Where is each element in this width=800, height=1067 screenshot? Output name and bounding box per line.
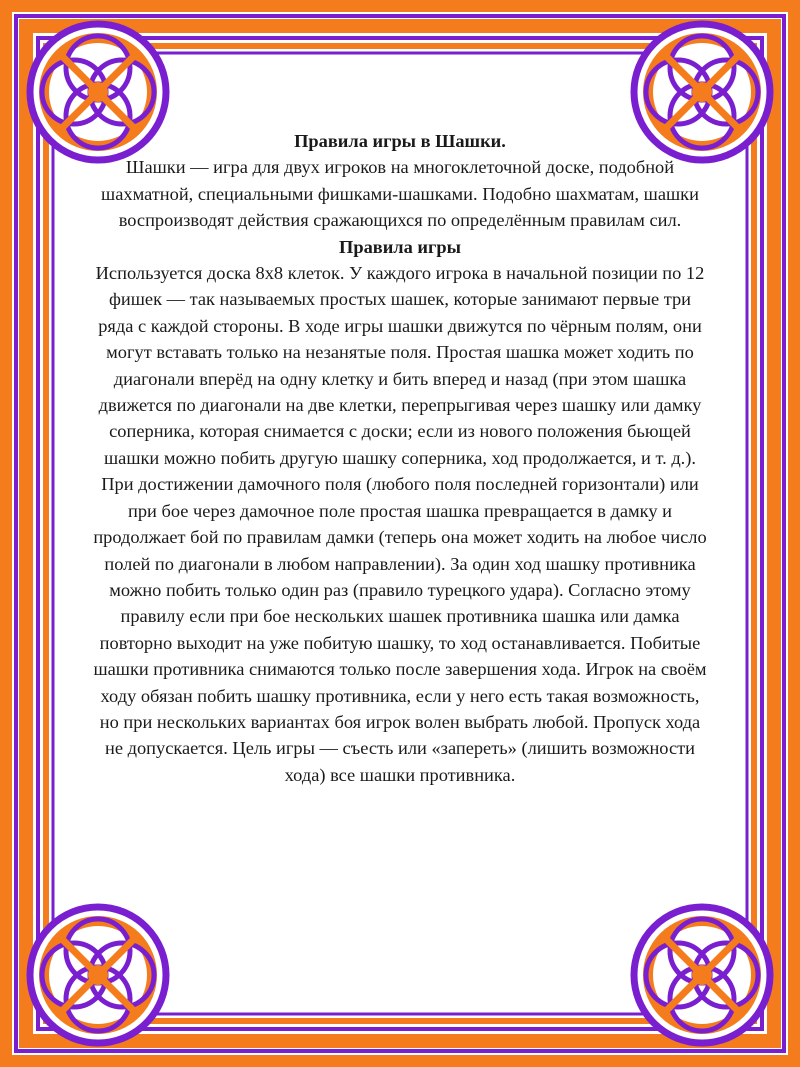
- intro-paragraph: Шашки — игра для двух игроков на многоклеточной доске, подобной шахматной, специальными фишками-шашками. Подобно шахматам, шашки воспроизводят действия сражающихся по определённым правилам сил.: [101, 157, 699, 231]
- document-title: Правила игры в Шашки.: [294, 131, 506, 151]
- corner-knot-icon: [30, 907, 166, 1043]
- document-body: [90, 128, 710, 788]
- section-heading: Правила игры: [339, 236, 461, 257]
- corner-knot-icon: [634, 907, 770, 1043]
- rules-paragraph: Используется доска 8х8 клеток. У каждого игрока в начальной позиции по 12 фишек — так называемых простых шашек, которые занимают первые три ряда с каждой стороны. В ходе игры шашки движутся по чёрным полям, они могут вставать только на незанятые поля. Простая шашка может ходить по диагонали вперёд на одну клетку и бить вперед и назад (при этом шашка движется по диагонали на две клетки, перепрыгивая через шашку или дамку соперника, которая снимается с доски; если из нового положения бьющей шашки можно побить другую шашку соперника, ход продолжается, и т. д.). При достижении дамочного поля (любого поля последней горизонтали) или при бое через дамочное поле простая шашка превращается в дамку и продолжает бой по правилам дамки (теперь она может ходить на любое число полей по диагонали в любом направлении). За один ход шашку противника можно побить только один раз (правило турецкого удара). Согласно этому правилу если при бое нескольких шашек противника шашка или дамка повторно выходит на уже побитую шашку, то ход останавливается. Побитые шашки противника снимаются только после завершения хода. Игрок на своём ходу обязан побить шашку противника, если у него есть такая возможность, но при нескольких вариантах боя игрок волен выбрать любой. Пропуск хода не допускается. Цель игры — съесть или «запереть» (лишить возможности хода) все шашки противника.: [93, 263, 707, 785]
